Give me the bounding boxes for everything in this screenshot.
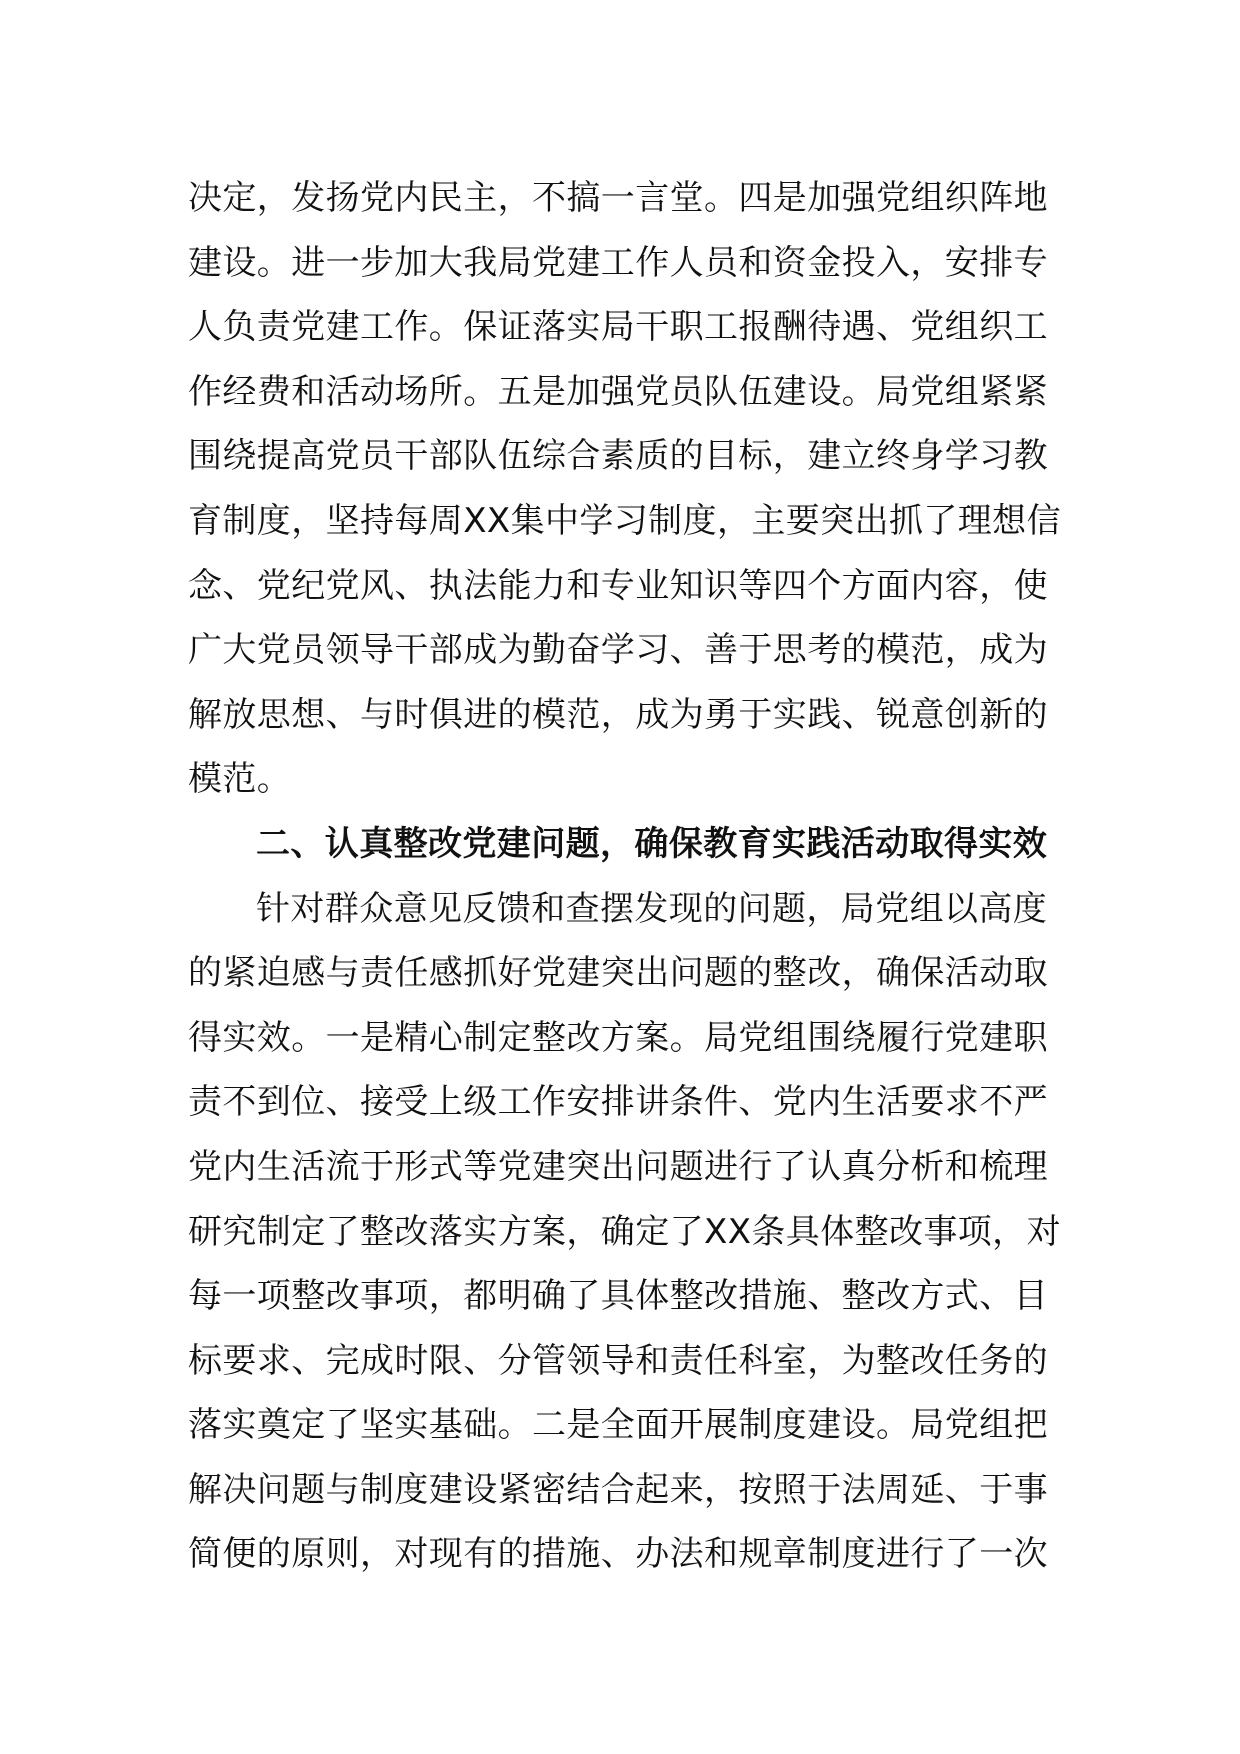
text-line: 落实奠定了坚实基础。二是全面开展制度建设。局党组把 [188,1405,1048,1446]
text-line: 党内生活流于形式等党建突出问题进行了认真分析和梳理 [188,1146,1048,1187]
text-line: 围绕提高党员干部队伍综合素质的目标，建立终身学习教 [188,436,1048,477]
text-line: 责不到位、接受上级工作安排讲条件、党内生活要求不严 [188,1082,1048,1123]
text-line: 育制度，坚持每周XX集中学习制度，主要突出抓了理想信 [188,500,1061,541]
text-line: 建设。进一步加大我局党建工作人员和资金投入，安排专 [188,242,1048,283]
text-line: 每一项整改事项，都明确了具体整改措施、整改方式、目 [188,1276,1048,1317]
text-line: 简便的原则，对现有的措施、办法和规章制度进行了一次 [188,1534,1048,1575]
body-text [188,166,1068,1587]
text-line: 得实效。一是精心制定整改方案。局党组围绕履行党建职 [188,1017,1048,1058]
text-line: 作经费和活动场所。五是加强党员队伍建设。局党组紧紧 [188,371,1048,412]
text-line: 研究制定了整改落实方案，确定了XX条具体整改事项，对 [188,1211,1061,1252]
section-heading: 二、认真整改党建问题，确保教育实践活动取得实效 [256,823,1048,864]
text-line: 念、党纪党风、执法能力和专业知识等四个方面内容，使 [188,565,1048,606]
text-line: 人负责党建工作。保证落实局干职工报酬待遇、党组织工 [188,307,1048,348]
text-line: 标要求、完成时限、分管领导和责任科室，为整改任务的 [188,1340,1048,1381]
text-line: 模范。 [188,759,292,800]
paragraph-first-line: 针对群众意见反馈和查摆发现的问题，局党组以高度 [256,888,1048,929]
text-line: 解放思想、与时俱进的模范，成为勇于实践、锐意创新的 [188,694,1048,735]
text-line: 的紧迫感与责任感抓好党建突出问题的整改，确保活动取 [188,953,1048,994]
text-line: 解决问题与制度建设紧密结合起来，按照于法周延、于事 [188,1469,1048,1510]
text-line: 决定，发扬党内民主，不搞一言堂。四是加强党组织阵地 [188,178,1048,218]
text-line: 广大党员领导干部成为勤奋学习、善于思考的模范，成为 [188,630,1048,671]
